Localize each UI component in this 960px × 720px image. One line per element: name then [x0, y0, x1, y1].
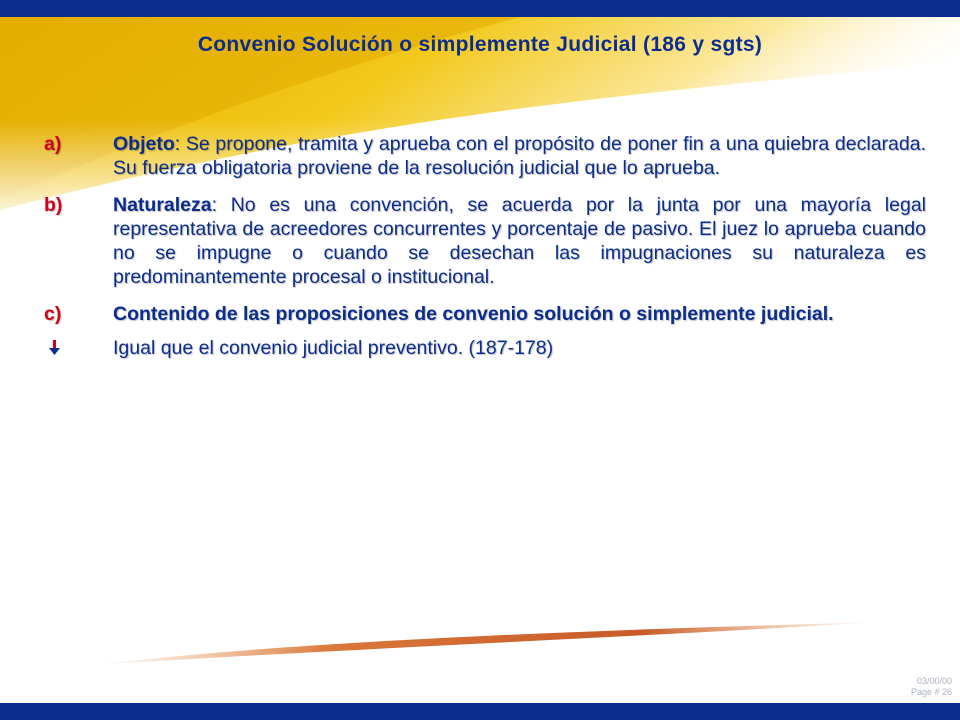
list-text: [113, 193, 926, 289]
list-text: [113, 132, 926, 180]
slide-content: [44, 132, 926, 373]
list-item: [44, 193, 926, 289]
slide-title: Convenio Solución o simplemente Judicial (186 y sgts): [197, 33, 763, 56]
top-bar: [0, 0, 960, 17]
term-label: Contenido de las proposiciones de convenio solución o simplemente judicial: [113, 303, 829, 325]
list-marker: b): [44, 194, 63, 216]
bullet-marker: [44, 336, 113, 360]
sub-list-text: Igual que el convenio judicial preventivo. (187-178): [113, 337, 554, 359]
term-definition: .: [828, 303, 834, 325]
term-definition: : Se propone, tramita y aprueba con el propósito de poner fin a una quiebra declarada. Su fuerza obligatoria proviene de la resolución judicial que lo aprueba.: [113, 133, 926, 179]
term-label: Naturaleza: [113, 194, 212, 216]
slide-footer: [911, 676, 952, 698]
term-definition: : No es una convención, se acuerda por la junta por una mayoría legal representativa de acreedores concurrentes y porcentaje de pasivo. El juez lo aprueba cuando no se impugne o cuando se desechan las impugnaciones su naturaleza es predominantemente procesal o institucional.: [113, 194, 926, 288]
list-marker: c): [44, 303, 62, 325]
page-number: Page # 26: [910, 687, 952, 697]
footer-date: 03/00/00: [916, 676, 952, 686]
list-item: [44, 302, 926, 326]
bottom-bar: [0, 703, 960, 720]
arrow-bullet-icon: [48, 340, 62, 356]
list-text: [113, 302, 926, 326]
list-marker: a): [44, 133, 62, 155]
sub-list-item: [44, 336, 926, 360]
list-item: [44, 132, 926, 180]
term-label: Objeto: [113, 133, 175, 155]
